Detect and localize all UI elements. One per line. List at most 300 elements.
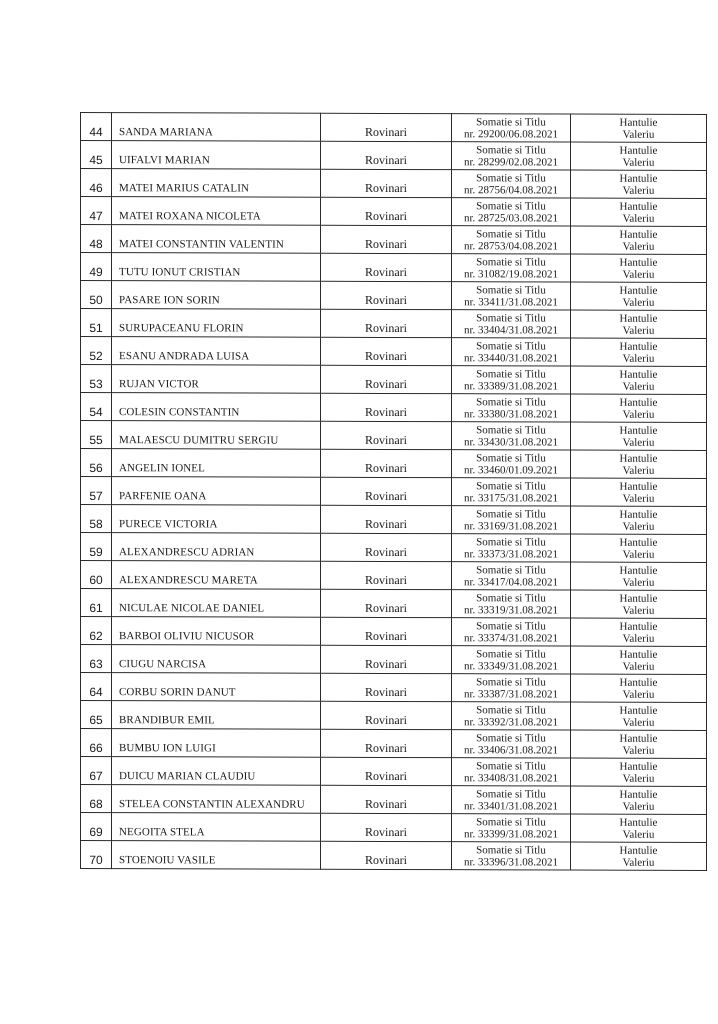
row-number: 61 [89, 600, 103, 615]
document-number: nr. 33175/31.08.2021 [463, 491, 559, 505]
document-cell [452, 366, 571, 394]
document-number: nr. 33387/31.08.2021 [463, 687, 559, 701]
document-number: nr. 28753/04.08.2021 [463, 239, 559, 253]
row-number: 45 [89, 152, 103, 167]
row-number: 60 [89, 572, 103, 587]
document-type: Somatie si Titlu [476, 535, 546, 548]
table-row [81, 169, 707, 199]
locality: Rovinari [365, 208, 407, 224]
locality-cell [321, 225, 452, 253]
executor-cell [571, 842, 707, 870]
document-number: nr. 33373/31.08.2021 [463, 547, 559, 561]
debtor-name-cell [112, 309, 321, 338]
executor-cell [571, 674, 707, 702]
row-number-cell [81, 141, 112, 169]
debtor-name: STELEA CONSTANTIN ALEXANDRU [119, 797, 305, 811]
executor-cell [571, 534, 707, 562]
debtor-name: DUICU MARIAN CLAUDIU [119, 769, 256, 783]
row-number: 49 [89, 264, 103, 279]
row-number: 67 [89, 768, 103, 783]
document-cell [452, 310, 571, 338]
row-number-cell [81, 841, 112, 869]
debtor-name-cell [112, 645, 321, 674]
row-number: 66 [89, 740, 103, 755]
executor-cell [571, 114, 707, 142]
executor-surname: Hantulie [619, 228, 658, 241]
executor-cell [571, 506, 707, 534]
table-row [81, 589, 707, 619]
executor-first-name: Valeriu [622, 352, 655, 365]
debtor-name: NEGOITA STELA [119, 825, 205, 838]
document-number: nr. 33460/01.09.2021 [463, 463, 559, 477]
row-number: 70 [89, 852, 103, 867]
executor-cell [571, 730, 707, 758]
locality-cell [321, 169, 452, 197]
debtor-name-cell [112, 393, 321, 422]
document-number: nr. 33440/31.08.2021 [463, 351, 559, 365]
locality: Rovinari [365, 628, 407, 644]
document-type: Somatie si Titlu [476, 787, 546, 800]
debtor-name-cell [112, 337, 321, 366]
locality: Rovinari [365, 600, 407, 616]
table-row [81, 561, 707, 591]
document-number: nr. 33349/31.08.2021 [463, 659, 559, 673]
row-number-cell [81, 449, 112, 477]
debtor-name-cell [112, 477, 321, 506]
locality-cell [321, 393, 452, 421]
executor-surname: Hantulie [619, 172, 658, 185]
document-number: nr. 33396/31.08.2021 [463, 855, 559, 869]
executor-first-name: Valeriu [622, 548, 655, 561]
row-number-cell [81, 477, 112, 505]
executor-cell [571, 478, 707, 506]
document-type: Somatie si Titlu [476, 283, 546, 296]
debtor-name-cell [112, 561, 321, 590]
document-number: nr. 33404/31.08.2021 [463, 323, 559, 337]
row-number-cell [81, 729, 112, 757]
document-type: Somatie si Titlu [476, 703, 546, 716]
row-number: 64 [89, 684, 103, 699]
locality-cell [321, 309, 452, 337]
debtor-name: CORBU SORIN DANUT [119, 685, 236, 698]
debtor-name: NICULAE NICOLAE DANIEL [119, 601, 265, 615]
debtor-name: PASARE ION SORIN [119, 293, 220, 306]
row-number: 48 [89, 236, 103, 251]
table-row [81, 813, 707, 843]
table-row [81, 645, 707, 675]
table-row [81, 617, 707, 647]
executor-surname: Hantulie [619, 676, 658, 689]
locality-cell [321, 449, 452, 477]
executor-first-name: Valeriu [622, 716, 655, 729]
table-row [81, 449, 707, 479]
row-number-cell [81, 589, 112, 617]
locality: Rovinari [365, 236, 407, 252]
executor-surname: Hantulie [619, 844, 658, 857]
table-row [81, 477, 707, 507]
debtor-name: COLESIN CONSTANTIN [119, 405, 240, 419]
debtor-name: ALEXANDRESCU MARETA [119, 573, 258, 587]
debtor-name-cell [112, 113, 321, 142]
executor-first-name: Valeriu [622, 296, 655, 309]
document-type: Somatie si Titlu [476, 759, 546, 772]
row-number-cell [81, 393, 112, 421]
document-number: nr. 33399/31.08.2021 [463, 827, 559, 841]
executor-surname: Hantulie [619, 424, 658, 437]
table-row [81, 393, 707, 423]
executor-surname: Hantulie [619, 760, 658, 773]
executor-cell [571, 702, 707, 730]
row-number-cell [81, 253, 112, 281]
row-number-cell [81, 673, 112, 701]
debtor-name-cell [112, 365, 321, 394]
document-number: nr. 33319/31.08.2021 [463, 603, 559, 617]
document-cell [452, 786, 571, 814]
row-number: 53 [89, 376, 103, 391]
executor-first-name: Valeriu [622, 324, 655, 337]
locality: Rovinari [365, 852, 407, 868]
debtor-name: TUTU IONUT CRISTIAN [119, 265, 241, 279]
table-row [81, 337, 707, 367]
row-number-cell [81, 561, 112, 589]
executor-cell [571, 338, 707, 366]
locality: Rovinari [365, 152, 407, 168]
executor-surname: Hantulie [619, 480, 658, 493]
locality-cell [321, 533, 452, 561]
document-number: nr. 33169/31.08.2021 [463, 519, 559, 533]
document-number: nr. 33408/31.08.2021 [463, 771, 559, 785]
document-number: nr. 33430/31.08.2021 [463, 435, 559, 449]
row-number-cell [81, 785, 112, 813]
document-type: Somatie si Titlu [476, 815, 546, 828]
records-table [80, 112, 707, 871]
executor-cell [571, 366, 707, 394]
executor-surname: Hantulie [619, 116, 658, 129]
executor-first-name: Valeriu [622, 128, 655, 141]
debtor-name-cell [112, 449, 321, 478]
row-number-cell [81, 757, 112, 785]
locality: Rovinari [365, 460, 407, 476]
locality: Rovinari [365, 516, 407, 532]
row-number-cell [81, 197, 112, 225]
locality-cell [321, 253, 452, 281]
debtor-name-cell [112, 421, 321, 450]
locality-cell [321, 589, 452, 617]
debtor-name-cell [112, 729, 321, 758]
document-number: nr. 28299/02.08.2021 [463, 155, 559, 169]
locality-cell [321, 813, 452, 841]
document-cell [452, 646, 571, 674]
row-number-cell [81, 309, 112, 337]
table-row [81, 785, 707, 815]
row-number-cell [81, 169, 112, 197]
table-row [81, 365, 707, 395]
table-row [81, 701, 707, 731]
locality: Rovinari [365, 824, 407, 840]
executor-first-name: Valeriu [622, 520, 655, 533]
table-row [81, 113, 707, 143]
locality: Rovinari [365, 656, 407, 672]
row-number: 54 [89, 404, 103, 419]
executor-surname: Hantulie [619, 592, 658, 605]
document-type: Somatie si Titlu [476, 563, 546, 576]
row-number-cell [81, 281, 112, 309]
document-type: Somatie si Titlu [476, 731, 546, 744]
debtor-name: SURUPACEANU FLORIN [119, 321, 244, 335]
document-cell [452, 198, 571, 226]
executor-surname: Hantulie [619, 788, 658, 801]
document-type: Somatie si Titlu [476, 843, 546, 856]
executor-first-name: Valeriu [622, 268, 655, 281]
locality-cell [321, 477, 452, 505]
debtor-name: PURECE VICTORIA [119, 517, 218, 530]
document-cell [452, 450, 571, 478]
row-number: 44 [89, 124, 103, 139]
debtor-name: ANGELIN IONEL [119, 461, 205, 474]
locality-cell [321, 729, 452, 757]
document-cell [452, 114, 571, 142]
document-cell [452, 282, 571, 310]
executor-cell [571, 814, 707, 842]
document-cell [452, 422, 571, 450]
executor-first-name: Valeriu [622, 856, 655, 869]
executor-cell [571, 450, 707, 478]
executor-surname: Hantulie [619, 312, 658, 325]
table-row [81, 281, 707, 311]
executor-cell [571, 254, 707, 282]
table-row [81, 673, 707, 703]
locality: Rovinari [365, 348, 407, 364]
document-type: Somatie si Titlu [476, 227, 546, 240]
executor-first-name: Valeriu [622, 156, 655, 169]
locality-cell [321, 365, 452, 393]
locality-cell [321, 505, 452, 533]
document-type: Somatie si Titlu [476, 507, 546, 520]
locality: Rovinari [365, 376, 407, 392]
debtor-name: CIUGU NARCISA [119, 657, 207, 670]
row-number: 46 [89, 180, 103, 195]
row-number: 50 [89, 292, 103, 307]
executor-surname: Hantulie [619, 396, 658, 409]
row-number: 47 [89, 208, 103, 223]
row-number-cell [81, 365, 112, 393]
executor-cell [571, 394, 707, 422]
executor-cell [571, 646, 707, 674]
table-row [81, 729, 707, 759]
executor-first-name: Valeriu [622, 828, 655, 841]
document-cell [452, 842, 571, 870]
executor-surname: Hantulie [619, 200, 658, 213]
document-type: Somatie si Titlu [476, 451, 546, 464]
locality: Rovinari [365, 740, 407, 756]
executor-surname: Hantulie [619, 732, 658, 745]
document-type: Somatie si Titlu [476, 143, 546, 156]
executor-first-name: Valeriu [622, 688, 655, 701]
debtor-name-cell [112, 617, 321, 646]
executor-surname: Hantulie [619, 284, 658, 297]
executor-surname: Hantulie [619, 536, 658, 549]
row-number-cell [81, 617, 112, 645]
locality: Rovinari [365, 768, 407, 784]
document-number: nr. 33389/31.08.2021 [463, 379, 559, 393]
locality-cell [321, 113, 452, 141]
row-number: 62 [89, 628, 103, 643]
document-type: Somatie si Titlu [476, 255, 546, 268]
row-number-cell [81, 533, 112, 561]
row-number-cell [81, 421, 112, 449]
locality: Rovinari [365, 684, 407, 700]
locality-cell [321, 617, 452, 645]
executor-surname: Hantulie [619, 452, 658, 465]
document-cell [452, 170, 571, 198]
locality-cell [321, 673, 452, 701]
executor-cell [571, 142, 707, 170]
locality: Rovinari [365, 432, 407, 448]
locality: Rovinari [365, 124, 407, 140]
locality: Rovinari [365, 488, 407, 504]
table-row [81, 197, 707, 227]
row-number: 55 [89, 432, 103, 447]
executor-first-name: Valeriu [622, 744, 655, 757]
document-cell [452, 618, 571, 646]
locality-cell [321, 785, 452, 813]
table-row [81, 141, 707, 171]
row-number: 65 [89, 712, 103, 727]
document-number: nr. 33380/31.08.2021 [463, 407, 559, 421]
executor-cell [571, 422, 707, 450]
locality-cell [321, 841, 452, 869]
debtor-name: MALAESCU DUMITRU SERGIU [119, 433, 279, 447]
document-type: Somatie si Titlu [476, 647, 546, 660]
row-number: 51 [89, 320, 103, 335]
locality: Rovinari [365, 572, 407, 588]
debtor-name-cell [112, 281, 321, 310]
debtor-name: ESANU ANDRADA LUISA [119, 349, 250, 363]
debtor-name-cell [112, 841, 321, 870]
table-row [81, 757, 707, 787]
executor-first-name: Valeriu [622, 240, 655, 253]
locality-cell [321, 561, 452, 589]
document-number: nr. 31082/19.08.2021 [463, 267, 559, 281]
debtor-name-cell [112, 225, 321, 254]
table-row [81, 225, 707, 255]
locality: Rovinari [365, 404, 407, 420]
executor-cell [571, 310, 707, 338]
table-row [81, 533, 707, 563]
row-number-cell [81, 225, 112, 253]
debtor-name-cell [112, 673, 321, 702]
debtor-name: STOENOIU VASILE [119, 853, 216, 866]
document-cell [452, 590, 571, 618]
locality-cell [321, 281, 452, 309]
document-type: Somatie si Titlu [476, 339, 546, 352]
executor-surname: Hantulie [619, 340, 658, 353]
debtor-name-cell [112, 701, 321, 730]
executor-cell [571, 786, 707, 814]
executor-first-name: Valeriu [622, 436, 655, 449]
row-number-cell [81, 505, 112, 533]
document-type: Somatie si Titlu [476, 395, 546, 408]
document-number: nr. 33392/31.08.2021 [463, 715, 559, 729]
locality-cell [321, 701, 452, 729]
executor-first-name: Valeriu [622, 464, 655, 477]
document-type: Somatie si Titlu [476, 367, 546, 380]
locality-cell [321, 757, 452, 785]
table-row [81, 841, 707, 871]
document-type: Somatie si Titlu [476, 591, 546, 604]
debtor-name: PARFENIE OANA [119, 489, 207, 502]
executor-cell [571, 590, 707, 618]
document-type: Somatie si Titlu [476, 115, 546, 128]
executor-first-name: Valeriu [622, 576, 655, 589]
executor-surname: Hantulie [619, 620, 658, 633]
document-cell [452, 702, 571, 730]
document-number: nr. 33374/31.08.2021 [463, 631, 559, 645]
debtor-name-cell [112, 813, 321, 842]
row-number-cell [81, 337, 112, 365]
executor-cell [571, 618, 707, 646]
document-cell [452, 814, 571, 842]
row-number-cell [81, 645, 112, 673]
executor-surname: Hantulie [619, 144, 658, 157]
row-number: 69 [89, 824, 103, 839]
document-cell [452, 394, 571, 422]
locality-cell [321, 645, 452, 673]
executor-surname: Hantulie [619, 256, 658, 269]
debtor-name: BARBOI OLIVIU NICUSOR [119, 629, 255, 643]
debtor-name: MATEI CONSTANTIN VALENTIN [119, 237, 284, 251]
document-type: Somatie si Titlu [476, 199, 546, 212]
row-number: 58 [89, 516, 103, 531]
document-cell [452, 730, 571, 758]
document-number: nr. 33406/31.08.2021 [463, 743, 559, 757]
debtor-name-cell [112, 253, 321, 282]
row-number: 68 [89, 796, 103, 811]
document-cell [452, 674, 571, 702]
row-number: 56 [89, 460, 103, 475]
executor-surname: Hantulie [619, 704, 658, 717]
executor-first-name: Valeriu [622, 212, 655, 225]
document-type: Somatie si Titlu [476, 619, 546, 632]
debtor-name: SANDA MARIANA [119, 125, 213, 138]
executor-first-name: Valeriu [622, 492, 655, 505]
row-number-cell [81, 813, 112, 841]
executor-first-name: Valeriu [622, 632, 655, 645]
document-cell [452, 338, 571, 366]
row-number: 57 [89, 488, 103, 503]
locality-cell [321, 197, 452, 225]
executor-cell [571, 282, 707, 310]
document-cell [452, 254, 571, 282]
locality: Rovinari [365, 292, 407, 308]
locality: Rovinari [365, 264, 407, 280]
debtor-name: MATEI ROXANA NICOLETA [119, 209, 261, 223]
document-number: nr. 33411/31.08.2021 [464, 295, 558, 309]
records-table-body [81, 113, 707, 871]
executor-surname: Hantulie [619, 368, 658, 381]
debtor-name-cell [112, 757, 321, 786]
executor-surname: Hantulie [619, 648, 658, 661]
executor-cell [571, 198, 707, 226]
locality: Rovinari [365, 320, 407, 336]
executor-first-name: Valeriu [622, 772, 655, 785]
table-row [81, 309, 707, 339]
table-row [81, 421, 707, 451]
executor-first-name: Valeriu [622, 380, 655, 393]
debtor-name: RUJAN VICTOR [119, 377, 199, 390]
debtor-name-cell [112, 505, 321, 534]
debtor-name: ALEXANDRESCU ADRIAN [119, 545, 255, 559]
